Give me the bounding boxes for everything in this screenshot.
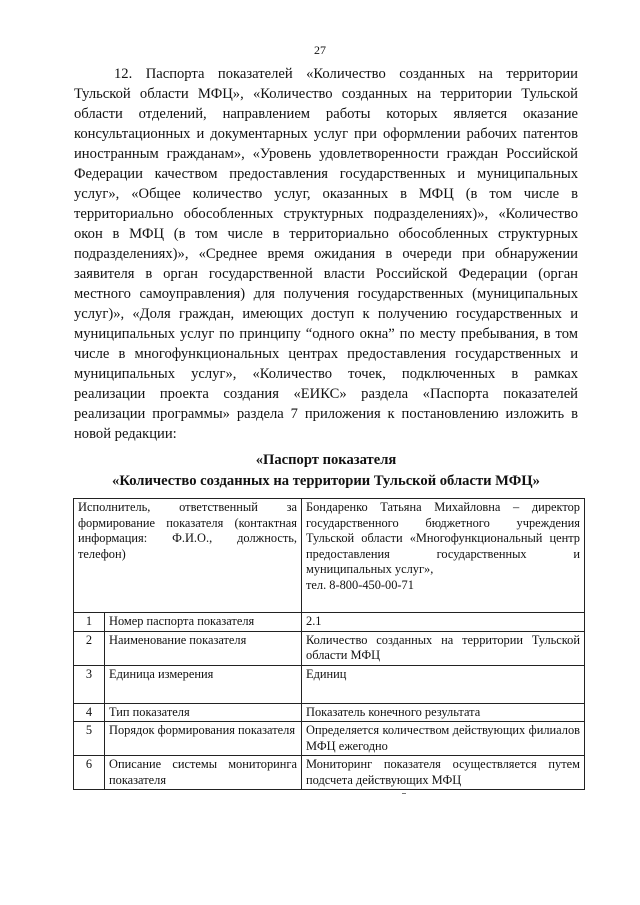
executor-label-cell: Исполнитель, ответственный за формирование показателя (контактная информация: Ф.И.О., должность, телефон)	[74, 499, 302, 613]
passport-subtitle: «Количество созданных на территории Тульской области МФЦ»	[112, 473, 540, 489]
row-name: Единица измерения	[105, 665, 302, 703]
table-row	[74, 665, 585, 703]
row-name: Номер паспорта показателя	[105, 613, 302, 632]
row-name: Порядок формирования показателя	[105, 722, 302, 756]
row-value: Единиц	[302, 665, 585, 703]
table-row	[74, 722, 585, 756]
row-name: Наименование показателя	[105, 631, 302, 665]
scan-mark	[402, 793, 406, 794]
row-number: 5	[74, 722, 105, 756]
row-value: 2.1	[302, 613, 585, 632]
row-value: Количество созданных на территории Тульской области МФЦ	[302, 631, 585, 665]
table-row	[74, 613, 585, 632]
paragraph-text: 12. Паспорта показателей «Количество созданных на территории Тульской области МФЦ», «Количество созданных на территории Тульской области отделений, направлением работы которых является оказание консультационных и документарных услуг при оформлении рабочих патентов иностранным гражданам», «Уровень удовлетворенности граждан Российской Федерации качеством предоставления государственных и муниципальных услуг», «Общее количество услуг, оказанных в МФЦ (в том числе в территориально обособленных структурных подразделениях)», «Количество окон в МФЦ (в том числе в территориально обособленных структурных подразделениях)», «Среднее время ожидания в очереди при обнаружении заявителя в орган государственной власти Российской Федерации (орган местного самоуправления) для получения государственных (муниципальных услуг)», «Доля граждан, имеющих доступ к получению государственных и муниципальных услуг по принципу “одного окна” по месту пребывания, в том числе в многофункциональных центрах предоставления государственных и муниципальных услуг», «Количество точек, подключенных в рамках реализации проекта создания «ЕИКС» раздела «Паспорта показателей реализации программы» раздела 7 приложения к постановлению изложить в новой редакции:	[74, 66, 578, 442]
executor-value-cell	[302, 499, 585, 613]
row-number: 6	[74, 756, 105, 790]
row-value: Определяется количеством действующих филиалов МФЦ ежегодно	[302, 722, 585, 756]
row-number: 4	[74, 703, 105, 722]
executor-phone: тел. 8-800-450-00-71	[306, 577, 414, 592]
row-name: Описание системы мониторинга показателя	[105, 756, 302, 790]
table-row	[74, 756, 585, 790]
passport-table	[73, 498, 585, 790]
row-number: 2	[74, 631, 105, 665]
row-value: Показатель конечного результата	[302, 703, 585, 722]
passport-title: «Паспорт показателя	[255, 452, 397, 468]
table-row-header	[74, 499, 585, 613]
page-number: 27	[314, 43, 326, 57]
body-paragraph	[74, 64, 578, 444]
table-row	[74, 703, 585, 722]
row-number: 1	[74, 613, 105, 632]
executor-value: Бондаренко Татьяна Михайловна – директор государственного бюджетного учреждения Тульской области «Многофункциональный центр предоставления государственных и муниципальных услуг»,	[306, 500, 580, 576]
table-row	[74, 631, 585, 665]
row-value: Мониторинг показателя осуществляется путем подсчета действующих МФЦ	[302, 756, 585, 790]
row-name: Тип показателя	[105, 703, 302, 722]
row-number: 3	[74, 665, 105, 703]
